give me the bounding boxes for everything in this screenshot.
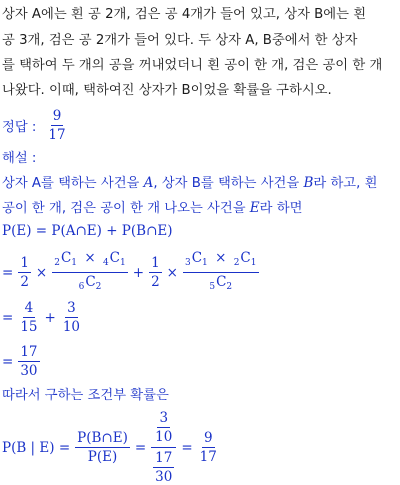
denominator: 17 (199, 449, 217, 465)
explanation-text: 라 하고, 흰 (313, 176, 378, 191)
numerator: 3 (67, 300, 76, 316)
complex-fraction (151, 410, 176, 485)
comb-symbol: C (109, 250, 121, 266)
explanation-text: 공이 한 개, 검은 공이 한 개 나오는 사건을 (2, 201, 246, 216)
complex-denominator (151, 448, 176, 485)
final-lhs: P(B | E) = (2, 439, 71, 456)
combination-fraction-a (52, 250, 128, 295)
denominator (77, 273, 104, 295)
conditional-fraction (75, 430, 130, 465)
numerator: $_3C_1 \times _2C_1$ (183, 250, 259, 273)
question-line-1: 상자 A에는 흰 공 2개, 검은 공 4개가 들어 있고, 상자 B에는 흰 (2, 7, 367, 22)
answer-denominator: 17 (48, 127, 66, 143)
comb-r: 1 (71, 258, 78, 268)
numerator: 17 (155, 450, 173, 466)
comb-r: 2 (95, 282, 102, 292)
half-fraction (149, 255, 162, 290)
denominator: 2 (151, 274, 160, 290)
half-fraction (18, 255, 31, 290)
comb-r: 1 (202, 258, 208, 268)
equation-3: = $\frac{4}{15}$ + $\frac{3}{10}$ (2, 300, 80, 335)
comb-n: 5 (209, 282, 216, 292)
numerator: 1 (20, 255, 29, 271)
answer-fraction (46, 108, 67, 143)
explanation-label: 해설 : (2, 151, 37, 166)
comb-symbol: C (60, 250, 72, 266)
final-result-fraction (198, 430, 219, 465)
equation-1: P(E) = P(A∩E) + P(B∩E) (2, 223, 173, 239)
comb-r: 1 (120, 258, 126, 268)
explanation-text: , 상자 B를 택하는 사건을 (153, 176, 300, 191)
event-b-symbol: B (303, 175, 314, 191)
denominator: 30 (20, 363, 38, 379)
question-line-3: 를 택하여 두 개의 공을 꺼내었더니 흰 공이 한 개, 검은 공이 한 개 (2, 58, 383, 73)
fraction-17-30 (18, 344, 39, 379)
comb-symbol: C (240, 250, 251, 266)
comb-n: 3 (184, 258, 191, 268)
numerator: P(B∩E) (77, 430, 128, 446)
comb-r: 2 (226, 282, 233, 292)
comb-symbol: C (216, 274, 227, 290)
denominator: P(E) (87, 449, 118, 465)
fraction-17-30 (153, 450, 174, 485)
fraction-4-15 (18, 300, 39, 335)
complex-numerator (151, 410, 176, 448)
numerator: 9 (203, 430, 213, 446)
denominator: 2 (20, 274, 29, 290)
conclusion-text: 따라서 구하는 조건부 확률은 (2, 388, 169, 403)
comb-n: 2 (54, 258, 60, 268)
answer-row (2, 108, 70, 143)
comb-n: 2 (233, 258, 240, 268)
explanation-text: 상자 A를 택하는 사건을 (2, 176, 140, 191)
comb-symbol: C (85, 274, 96, 290)
denominator: 30 (155, 469, 173, 485)
denominator (207, 273, 234, 295)
denominator: 10 (62, 319, 80, 335)
fraction-3-10 (61, 300, 82, 335)
equation-4: = $\frac{17}{30}$ (2, 344, 38, 379)
answer-numerator: 9 (52, 108, 62, 124)
comb-r: 1 (250, 258, 257, 268)
explanation-text: 라 하면 (259, 201, 303, 216)
event-e-symbol: E (249, 200, 260, 216)
question-line-4: 나왔다. 이때, 택하여진 상자가 B이었을 확률을 구하시오. (2, 83, 332, 98)
fraction-3-10 (153, 410, 174, 445)
numerator: $_2C_1 \times _4C_1$ (52, 250, 128, 273)
denominator: 15 (20, 319, 38, 335)
event-a-symbol: A (143, 175, 154, 191)
numerator: 1 (151, 255, 160, 271)
numerator: 17 (20, 344, 38, 360)
denominator: 10 (155, 429, 173, 445)
comb-symbol: C (191, 250, 203, 266)
comb-n: 6 (78, 282, 85, 292)
question-line-2: 공 3개, 검은 공 2개가 들어 있다. 두 상자 A, B중에서 한 상자 (2, 33, 358, 48)
explanation-line-2 (2, 199, 398, 218)
numerator: 3 (159, 410, 169, 426)
answer-label: 정답 : (2, 120, 37, 135)
numerator: 4 (24, 300, 34, 316)
equation-2: = $\frac{1}{2}$ × $\frac{_2C_1 \times _4C_1}{_6C_2}$ + $\frac{1}{2}$ × $\frac{_3C_1 \times _2C_1}{_5C_2}$ (2, 250, 261, 295)
explanation-line-1 (2, 174, 398, 193)
comb-n: 4 (102, 258, 109, 268)
final-equation: P(B | E) = $\frac{P(B\cap E)}{P(E)}$ = $\frac{\frac{3}{10}}{\frac{17}{30}}$ = $\frac{9}{17}$ (2, 410, 217, 485)
combination-fraction-b (183, 250, 259, 295)
